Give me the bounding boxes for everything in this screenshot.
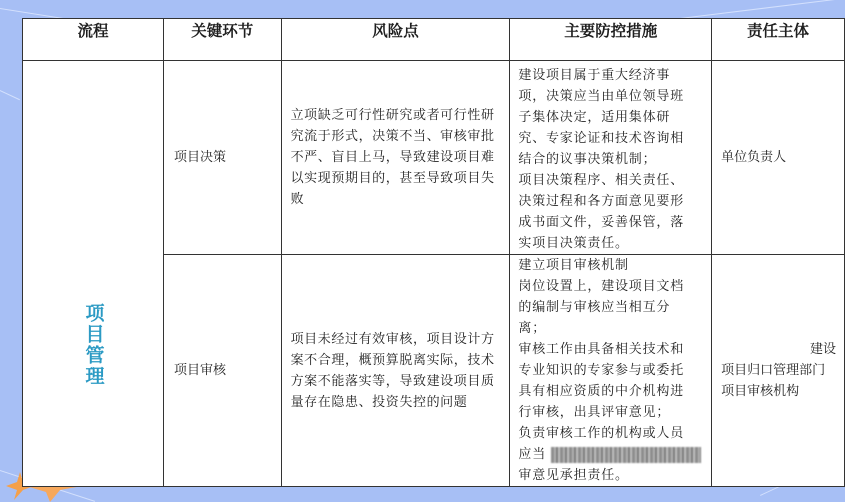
measure-line: 审核工作由具备相关技术和 — [518, 342, 685, 357]
risk-cell: 项目未经过有效审核，项目设计方案不合理，概预算脱离实际，技术方案不能落实等，导致建设项目质量存在隐患、投资失控的问题 — [281, 255, 510, 487]
measure-line: 离； — [518, 321, 547, 336]
header-key-step: 关键环节 — [164, 19, 282, 61]
measure-line: 实项目决策责任。 — [518, 236, 629, 251]
header-flow: 流程 — [23, 19, 164, 61]
measure-line-redacted — [518, 444, 707, 465]
measure-line: 成书面文件，妥善保管，落 — [518, 215, 685, 230]
owner-line: 单位负责人 — [721, 150, 787, 165]
header-owner: 责任主体 — [712, 19, 845, 61]
key-step-cell: 项目审核 — [164, 255, 282, 487]
header-risk: 风险点 — [281, 19, 510, 61]
owner-cell — [712, 61, 845, 255]
measure-line: 专业知识的专家参与或委托 — [518, 363, 685, 378]
measure-line: 决策过程和各方面意见要形 — [518, 194, 685, 209]
measure-line: 具有相应资质的中介机构进 — [518, 384, 685, 399]
measure-line: 结合的议事决策机制； — [518, 152, 657, 167]
measures-cell — [510, 255, 712, 487]
measure-line: 建立项目审核机制 — [518, 258, 629, 273]
table-header-row — [23, 19, 845, 61]
risk-control-table — [22, 18, 845, 487]
owner-line: 项目审核机构 — [721, 384, 800, 399]
key-step-cell: 项目决策 — [164, 61, 282, 255]
flow-cell — [23, 61, 164, 487]
measure-line: 究、专家论证和技术咨询相 — [518, 131, 685, 146]
measure-line: 子集体决定，适用集体研 — [518, 110, 671, 125]
measure-text: 应当 — [518, 447, 547, 462]
measure-line: 岗位设置上，建设项目文档 — [518, 279, 685, 294]
background-decoration-line — [680, 0, 845, 19]
flow-label: 项目管理 — [82, 303, 105, 387]
header-measures: 主要防控措施 — [510, 19, 712, 61]
measures-cell — [510, 61, 712, 255]
owner-cell — [712, 255, 845, 487]
measure-line: 建设项目属于重大经济事 — [518, 68, 671, 83]
redacted-text — [551, 447, 701, 463]
owner-line: 建设 — [809, 342, 836, 357]
background-decoration-line — [0, 90, 20, 100]
measure-line: 项，决策应当由单位领导班 — [518, 89, 685, 104]
table-row — [23, 61, 845, 255]
measure-line: 的编制与审核应当相互分 — [518, 300, 671, 315]
measure-line: 项目决策程序、相关责任、 — [518, 173, 685, 188]
measure-line: 审意见承担责任。 — [518, 468, 629, 483]
measure-line: 行审核，出具评审意见； — [518, 405, 671, 420]
measure-line: 负责审核工作的机构或人员 — [518, 426, 685, 441]
risk-cell: 立项缺乏可行性研究或者可行性研究流于形式，决策不当、审核审批不严、盲目上马，导致建设项目难以实现预期目的，甚至导致项目失败 — [281, 61, 510, 255]
owner-line: 项目归口管理部门 — [721, 363, 826, 378]
